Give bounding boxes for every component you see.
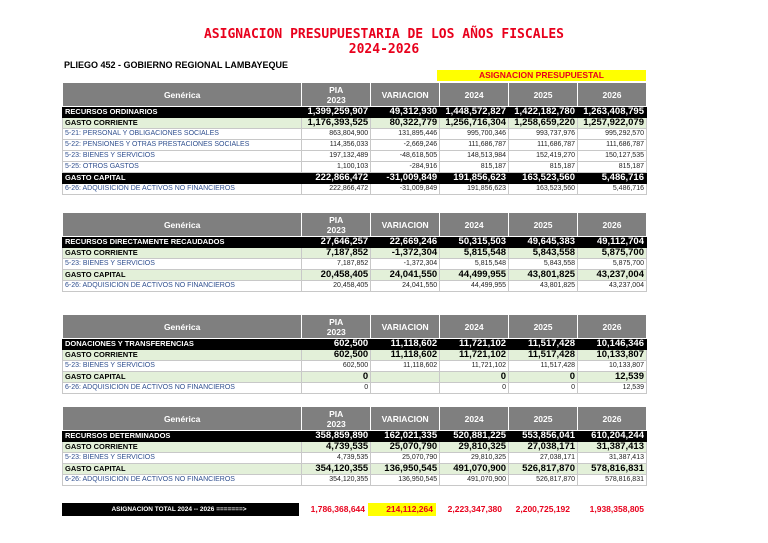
row-value: 10,133,807 xyxy=(578,361,647,372)
row-value xyxy=(371,372,440,383)
header-generica-text: Genérica xyxy=(163,413,201,424)
header-2024 xyxy=(440,407,509,431)
header-2024 xyxy=(440,83,509,107)
row-value: 358,859,890 xyxy=(302,431,371,442)
row-value: 993,737,976 xyxy=(509,129,578,140)
header-2025-text: 2025 xyxy=(533,89,553,100)
row-value: 602,500 xyxy=(302,339,371,350)
row-value: 1,100,103 xyxy=(302,162,371,173)
table-row xyxy=(63,107,647,118)
row-value: 49,112,704 xyxy=(578,237,647,248)
total-2025: 2,200,725,192 xyxy=(515,504,570,514)
table-row xyxy=(63,118,647,129)
header-2026-text: 2026 xyxy=(602,321,622,332)
row-value: 7,187,852 xyxy=(302,259,371,270)
header-pia-year: 2023 xyxy=(326,224,346,235)
header-pia-text: PIA xyxy=(329,214,344,225)
table-row xyxy=(63,248,647,259)
header-pia-text: PIA xyxy=(329,316,344,327)
row-value: 5,486,716 xyxy=(578,184,647,195)
header-variacion-text: VARIACION xyxy=(381,413,429,424)
table-row xyxy=(63,281,647,292)
row-label: DONACIONES Y TRANSFERENCIAS xyxy=(63,339,302,350)
table-row xyxy=(63,184,647,195)
row-value: 815,187 xyxy=(440,162,509,173)
row-label: RECURSOS DIRECTAMENTE RECAUDADOS xyxy=(63,237,302,248)
row-value: 136,950,545 xyxy=(371,464,440,475)
row-label: 5-23: BIENES Y SERVICIOS xyxy=(63,259,302,270)
total-2026: 1,938,358,805 xyxy=(589,504,644,514)
row-value: 29,810,325 xyxy=(440,442,509,453)
header-generica-text: Genérica xyxy=(163,89,201,100)
row-value: 163,523,560 xyxy=(509,184,578,195)
row-value: 1,258,659,220 xyxy=(509,118,578,129)
header-row xyxy=(63,315,647,339)
row-value: 1,257,922,079 xyxy=(578,118,647,129)
table-row xyxy=(63,129,647,140)
row-value: -1,372,304 xyxy=(371,248,440,259)
row-label: RECURSOS DETERMINADOS xyxy=(63,431,302,442)
row-value: 31,387,413 xyxy=(578,442,647,453)
header-2025 xyxy=(509,213,578,237)
row-value: 1,263,408,795 xyxy=(578,107,647,118)
total-2024: 2,223,347,380 xyxy=(447,504,502,514)
row-value: 80,322,779 xyxy=(371,118,440,129)
row-value: -31,009,849 xyxy=(371,184,440,195)
row-value: 10,146,346 xyxy=(578,339,647,350)
row-value: 815,187 xyxy=(578,162,647,173)
header-variacion xyxy=(371,315,440,339)
table-row xyxy=(63,140,647,151)
table-row xyxy=(63,453,647,464)
row-label: 6-26: ADQUISICION DE ACTIVOS NO FINANCIEROS xyxy=(63,383,302,394)
table-row xyxy=(63,151,647,162)
row-value: 111,686,787 xyxy=(509,140,578,151)
row-value: 222,866,472 xyxy=(302,173,371,184)
row-value: 578,816,831 xyxy=(578,464,647,475)
header-row xyxy=(63,213,647,237)
header-variacion-text: VARIACION xyxy=(381,89,429,100)
table-row xyxy=(63,259,647,270)
row-value: 520,881,225 xyxy=(440,431,509,442)
row-value: 49,645,383 xyxy=(509,237,578,248)
page-subtitle: 2024-2026 xyxy=(348,42,420,57)
row-value: 11,118,602 xyxy=(371,350,440,361)
table-row xyxy=(63,270,647,281)
row-value: 5,843,558 xyxy=(509,248,578,259)
header-2026 xyxy=(578,315,647,339)
row-label: GASTO CAPITAL xyxy=(63,173,302,184)
table-row xyxy=(63,431,647,442)
row-value: 44,499,955 xyxy=(440,281,509,292)
header-generica xyxy=(63,213,302,237)
header-2024-text: 2024 xyxy=(464,321,484,332)
row-value: 11,517,428 xyxy=(509,339,578,350)
table-row xyxy=(63,339,647,350)
row-value: -284,916 xyxy=(371,162,440,173)
row-label: 5-23: BIENES Y SERVICIOS xyxy=(63,361,302,372)
row-value: 25,070,790 xyxy=(371,442,440,453)
block-recursos-determinados xyxy=(62,406,647,486)
header-variacion-text: VARIACION xyxy=(381,219,429,230)
row-value: 222,866,472 xyxy=(302,184,371,195)
row-label: 6-26: ADQUISICION DE ACTIVOS NO FINANCIEROS xyxy=(63,281,302,292)
row-value: 602,500 xyxy=(302,350,371,361)
row-label: RECURSOS ORDINARIOS xyxy=(63,107,302,118)
row-value: 526,817,870 xyxy=(509,464,578,475)
table-row xyxy=(63,237,647,248)
block-recursos-ordinarios xyxy=(62,82,647,195)
row-label: 5-25: OTROS GASTOS xyxy=(63,162,302,173)
row-value: 578,816,831 xyxy=(578,475,647,486)
row-value: 20,458,405 xyxy=(302,281,371,292)
row-value: 354,120,355 xyxy=(302,464,371,475)
header-2025 xyxy=(509,315,578,339)
block-donaciones-transferencias xyxy=(62,314,647,394)
row-value: 11,721,102 xyxy=(440,361,509,372)
total-variacion: 214,112,264 xyxy=(368,503,436,516)
row-value: 11,721,102 xyxy=(440,350,509,361)
header-2025-text: 2025 xyxy=(533,413,553,424)
header-pia xyxy=(302,315,371,339)
row-value: 1,448,572,827 xyxy=(440,107,509,118)
header-2026 xyxy=(578,407,647,431)
table-row xyxy=(63,162,647,173)
row-value: 43,237,004 xyxy=(578,270,647,281)
row-value: 43,801,825 xyxy=(509,281,578,292)
row-value: 31,387,413 xyxy=(578,453,647,464)
row-value: -2,669,246 xyxy=(371,140,440,151)
row-value: 354,120,355 xyxy=(302,475,371,486)
table-row xyxy=(63,350,647,361)
header-pia-year: 2023 xyxy=(326,418,346,429)
row-value: 5,815,548 xyxy=(440,248,509,259)
row-value: 24,041,550 xyxy=(371,270,440,281)
row-value xyxy=(371,383,440,394)
row-value: 610,204,244 xyxy=(578,431,647,442)
row-value: 553,856,041 xyxy=(509,431,578,442)
header-2025-text: 2025 xyxy=(533,321,553,332)
total-label: ASIGNACION TOTAL 2024 -- 2026 =======> xyxy=(62,503,299,516)
row-value: 191,856,623 xyxy=(440,184,509,195)
table-row xyxy=(63,361,647,372)
row-label: 6-26: ADQUISICION DE ACTIVOS NO FINANCIEROS xyxy=(63,475,302,486)
row-value: 11,517,428 xyxy=(509,350,578,361)
header-pia xyxy=(302,213,371,237)
row-value: 491,070,900 xyxy=(440,464,509,475)
row-value: 11,118,602 xyxy=(371,361,440,372)
row-label: 5-22: PENSIONES Y OTRAS PRESTACIONES SOCIALES xyxy=(63,140,302,151)
row-value: 43,801,825 xyxy=(509,270,578,281)
row-value: 1,399,259,907 xyxy=(302,107,371,118)
row-value: 148,513,984 xyxy=(440,151,509,162)
asignacion-header: ASIGNACION PRESUPUESTAL xyxy=(437,70,646,81)
table-row xyxy=(63,475,647,486)
row-value: 43,237,004 xyxy=(578,281,647,292)
row-value: 1,256,716,304 xyxy=(440,118,509,129)
row-value: 111,686,787 xyxy=(578,140,647,151)
row-value: 5,815,548 xyxy=(440,259,509,270)
table-row xyxy=(63,173,647,184)
row-value: 29,810,325 xyxy=(440,453,509,464)
row-value: 11,721,102 xyxy=(440,339,509,350)
row-value: 44,499,955 xyxy=(440,270,509,281)
row-label: GASTO CORRIENTE xyxy=(63,118,302,129)
header-pia-year: 2023 xyxy=(326,326,346,337)
pliego-label: PLIEGO 452 - GOBIERNO REGIONAL LAMBAYEQUE xyxy=(64,60,289,70)
header-pia-text: PIA xyxy=(329,84,344,95)
row-value: 1,176,393,525 xyxy=(302,118,371,129)
row-value: 12,539 xyxy=(578,372,647,383)
block-recursos-directamente-recaudados xyxy=(62,212,647,292)
header-generica-text: Genérica xyxy=(163,219,201,230)
row-value: 0 xyxy=(509,372,578,383)
row-value: 27,646,257 xyxy=(302,237,371,248)
row-label: 5-21: PERSONAL Y OBLIGACIONES SOCIALES xyxy=(63,129,302,140)
row-value: 995,292,570 xyxy=(578,129,647,140)
row-value: 10,133,807 xyxy=(578,350,647,361)
header-2026-text: 2026 xyxy=(602,89,622,100)
row-value: 131,895,446 xyxy=(371,129,440,140)
row-value: 152,419,270 xyxy=(509,151,578,162)
row-value: 136,950,545 xyxy=(371,475,440,486)
header-2024 xyxy=(440,213,509,237)
row-label: 5-23: BIENES Y SERVICIOS xyxy=(63,151,302,162)
row-value: 491,070,900 xyxy=(440,475,509,486)
header-generica-text: Genérica xyxy=(163,321,201,332)
row-value: 0 xyxy=(509,383,578,394)
header-variacion-text: VARIACION xyxy=(381,321,429,332)
row-value: -1,372,304 xyxy=(371,259,440,270)
row-value: 22,669,246 xyxy=(371,237,440,248)
row-value: 191,856,623 xyxy=(440,173,509,184)
header-2026 xyxy=(578,213,647,237)
header-generica xyxy=(63,83,302,107)
row-value: 1,422,182,780 xyxy=(509,107,578,118)
row-value: 0 xyxy=(302,383,371,394)
header-2024-text: 2024 xyxy=(464,219,484,230)
header-2024-text: 2024 xyxy=(464,413,484,424)
row-value: 20,458,405 xyxy=(302,270,371,281)
total-row xyxy=(62,503,647,516)
row-value: 27,038,171 xyxy=(509,453,578,464)
row-value: 49,312,930 xyxy=(371,107,440,118)
header-pia xyxy=(302,407,371,431)
header-2026 xyxy=(578,83,647,107)
table-row xyxy=(63,464,647,475)
header-pia-year: 2023 xyxy=(326,94,346,105)
row-label: GASTO CAPITAL xyxy=(63,372,302,383)
row-label: 5-23: BIENES Y SERVICIOS xyxy=(63,453,302,464)
row-value: 526,817,870 xyxy=(509,475,578,486)
table-row xyxy=(63,372,647,383)
row-value: 150,127,535 xyxy=(578,151,647,162)
row-value: 995,700,346 xyxy=(440,129,509,140)
row-value: 162,021,335 xyxy=(371,431,440,442)
row-label: GASTO CORRIENTE xyxy=(63,350,302,361)
total-pia: 1,786,368,644 xyxy=(310,504,365,514)
header-2024 xyxy=(440,315,509,339)
row-value: 7,187,852 xyxy=(302,248,371,259)
header-2025 xyxy=(509,83,578,107)
header-generica xyxy=(63,407,302,431)
row-value: 114,356,033 xyxy=(302,140,371,151)
row-value: 0 xyxy=(302,372,371,383)
row-value: 25,070,790 xyxy=(371,453,440,464)
row-value: 0 xyxy=(440,383,509,394)
row-value: 863,804,900 xyxy=(302,129,371,140)
header-pia xyxy=(302,83,371,107)
row-value: 11,517,428 xyxy=(509,361,578,372)
row-value: 815,187 xyxy=(509,162,578,173)
row-value: 12,539 xyxy=(578,383,647,394)
row-label: GASTO CORRIENTE xyxy=(63,442,302,453)
row-value: -31,009,849 xyxy=(371,173,440,184)
row-value: -48,618,505 xyxy=(371,151,440,162)
row-value: 602,500 xyxy=(302,361,371,372)
row-value: 24,041,550 xyxy=(371,281,440,292)
row-value: 111,686,787 xyxy=(440,140,509,151)
row-value: 50,315,503 xyxy=(440,237,509,248)
row-value: 4,739,535 xyxy=(302,442,371,453)
row-label: GASTO CAPITAL xyxy=(63,270,302,281)
header-variacion xyxy=(371,83,440,107)
header-variacion xyxy=(371,407,440,431)
header-generica xyxy=(63,315,302,339)
row-label: GASTO CORRIENTE xyxy=(63,248,302,259)
row-value: 5,875,700 xyxy=(578,248,647,259)
header-variacion xyxy=(371,213,440,237)
row-value: 27,038,171 xyxy=(509,442,578,453)
row-value: 0 xyxy=(440,372,509,383)
page-title: ASIGNACION PRESUPUESTARIA DE LOS AÑOS FISCALES xyxy=(203,27,565,42)
header-row xyxy=(63,83,647,107)
header-pia-text: PIA xyxy=(329,408,344,419)
header-2026-text: 2026 xyxy=(602,219,622,230)
row-value: 197,132,489 xyxy=(302,151,371,162)
row-value: 4,739,535 xyxy=(302,453,371,464)
header-2024-text: 2024 xyxy=(464,89,484,100)
row-value: 5,843,558 xyxy=(509,259,578,270)
row-value: 11,118,602 xyxy=(371,339,440,350)
row-value: 5,486,716 xyxy=(578,173,647,184)
header-row xyxy=(63,407,647,431)
row-label: GASTO CAPITAL xyxy=(63,464,302,475)
table-row xyxy=(63,383,647,394)
row-value: 5,875,700 xyxy=(578,259,647,270)
row-label: 6-26: ADQUISICION DE ACTIVOS NO FINANCIEROS xyxy=(63,184,302,195)
header-2025 xyxy=(509,407,578,431)
row-value: 163,523,560 xyxy=(509,173,578,184)
table-row xyxy=(63,442,647,453)
header-2026-text: 2026 xyxy=(602,413,622,424)
header-2025-text: 2025 xyxy=(533,219,553,230)
